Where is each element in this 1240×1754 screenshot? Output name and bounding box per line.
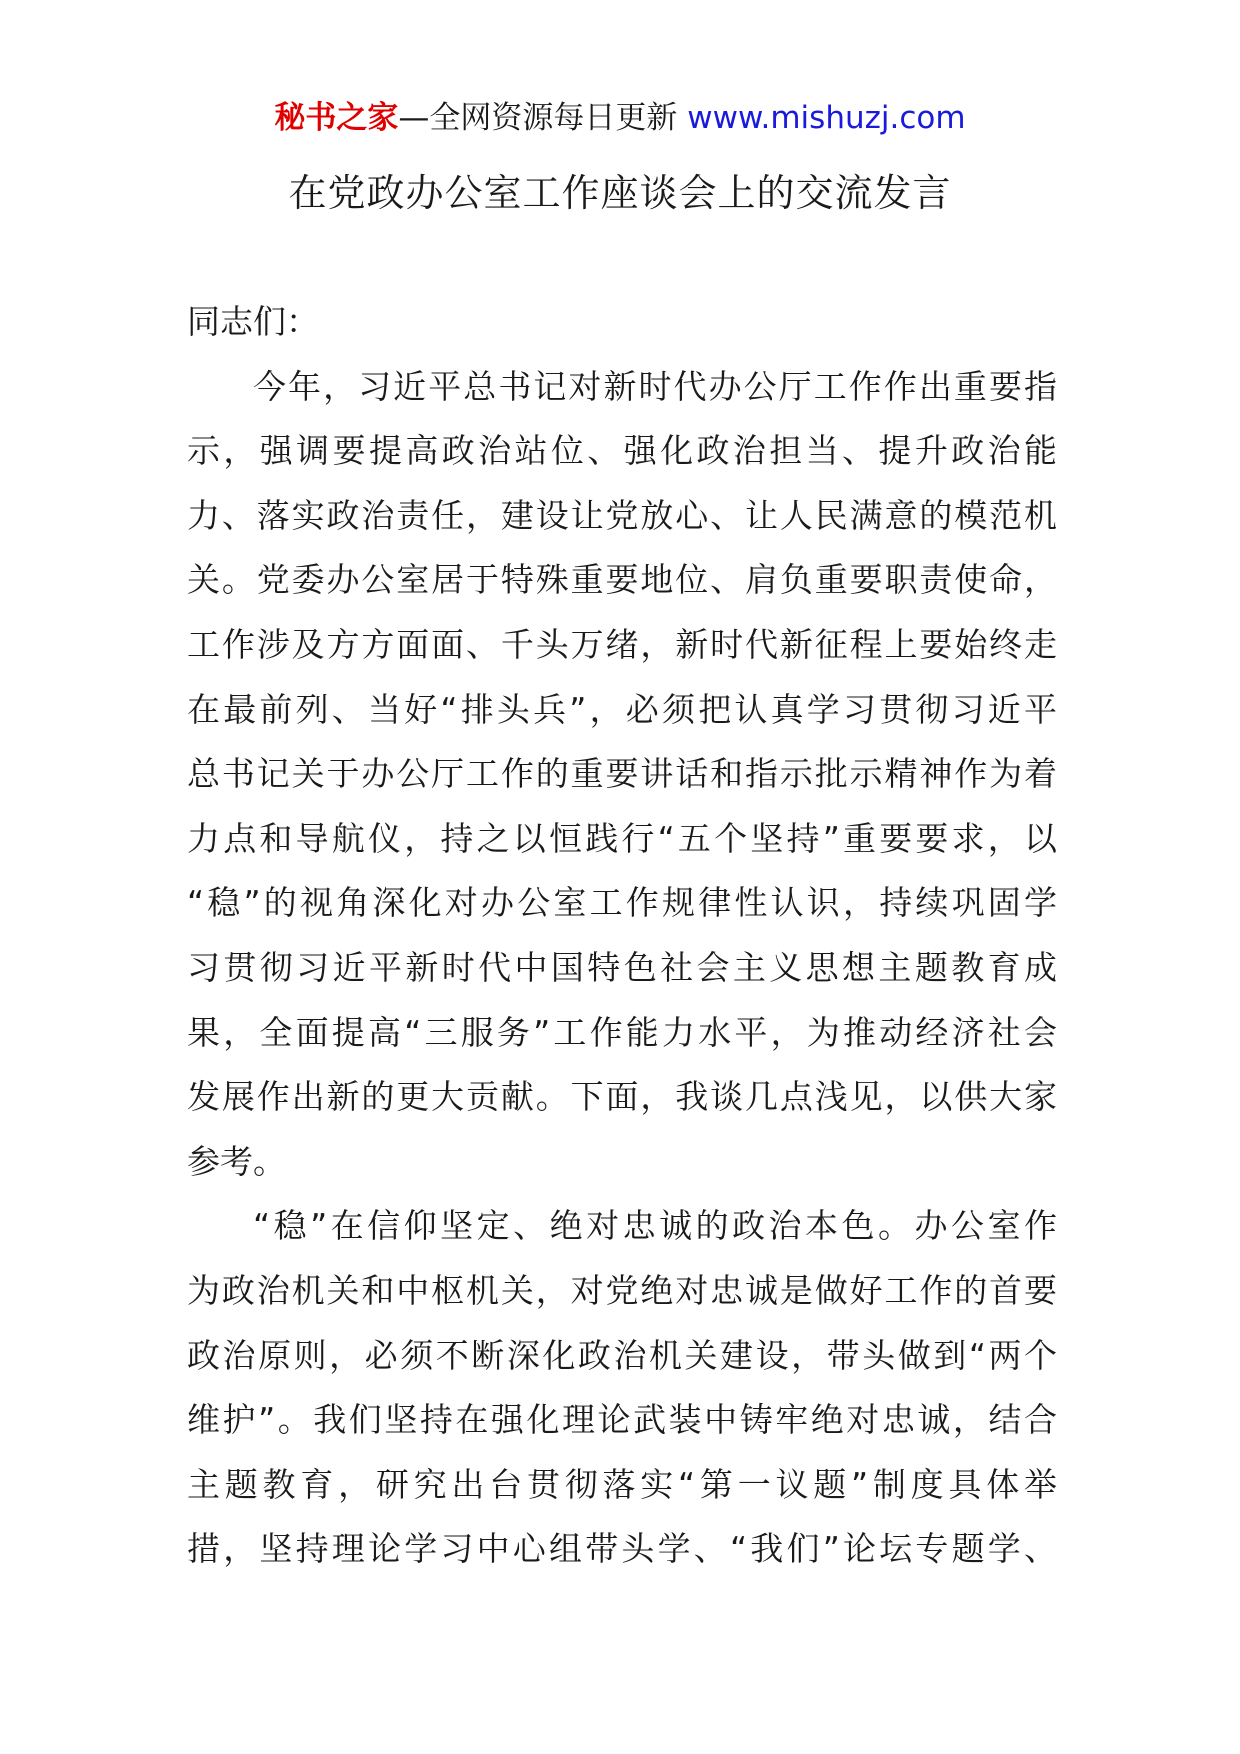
- brand-name: 秘书之家: [274, 100, 399, 136]
- paragraph-line: 参考。: [187, 1141, 286, 1181]
- paragraph-line: 今年，习近平总书记对新时代办公厅工作作出重要指: [253, 366, 1057, 406]
- paragraph-line: 在最前列、当好“排头兵”，必须把认真学习贯彻习近平: [187, 689, 1057, 729]
- paragraph-line: “稳”的视角深化对办公室工作规律性认识，持续巩固学: [187, 883, 1057, 923]
- paragraph-line: 习贯彻习近平新时代中国特色社会主义思想主题教育成: [187, 947, 1057, 987]
- paragraph-line: 政治原则，必须不断深化政治机关建设，带头做到“两个: [187, 1335, 1057, 1375]
- paragraph-line: 为政治机关和中枢机关，对党绝对忠诚是做好工作的首要: [187, 1270, 1057, 1310]
- document-body: [187, 290, 1057, 1582]
- header-tagline: —全网资源每日更新: [398, 100, 678, 136]
- paragraph-line: 关。党委办公室居于特殊重要地位、肩负重要职责使命，: [187, 560, 1057, 600]
- paragraph-line: 发展作出新的更大贡献。下面，我谈几点浅见，以供大家: [187, 1077, 1057, 1117]
- paragraph-line: 力点和导航仪，持之以恒践行“五个坚持”重要要求，以: [187, 818, 1057, 858]
- salutation: 同志们：: [187, 302, 319, 341]
- site-header: [0, 98, 1240, 138]
- paragraph-line: 力、落实政治责任，建设让党放心、让人民满意的模范机: [187, 495, 1057, 535]
- paragraph-line: 工作涉及方方面面、千头万绪，新时代新征程上要始终走: [187, 624, 1057, 664]
- site-url-link[interactable]: www.mishuzj.com: [687, 100, 966, 136]
- paragraph-line: “稳”在信仰坚定、绝对忠诚的政治本色。办公室作: [253, 1206, 1057, 1246]
- paragraph-line: 维护”。我们坚持在强化理论武装中铸牢绝对忠诚，结合: [187, 1400, 1057, 1440]
- paragraph-line: 示，强调要提高政治站位、强化政治担当、提升政治能: [187, 431, 1057, 471]
- paragraph-line: 果，全面提高“三服务”工作能力水平，为推动经济社会: [187, 1012, 1057, 1052]
- paragraph-line: 主题教育，研究出台贯彻落实“第一议题”制度具体举: [187, 1464, 1057, 1504]
- paragraph-line: 总书记关于办公厅工作的重要讲话和指示批示精神作为着: [187, 754, 1057, 794]
- document-title: 在党政办公室工作座谈会上的交流发言: [288, 171, 952, 215]
- paragraph-line: 措，坚持理论学习中心组带头学、“我们”论坛专题学、: [187, 1529, 1057, 1569]
